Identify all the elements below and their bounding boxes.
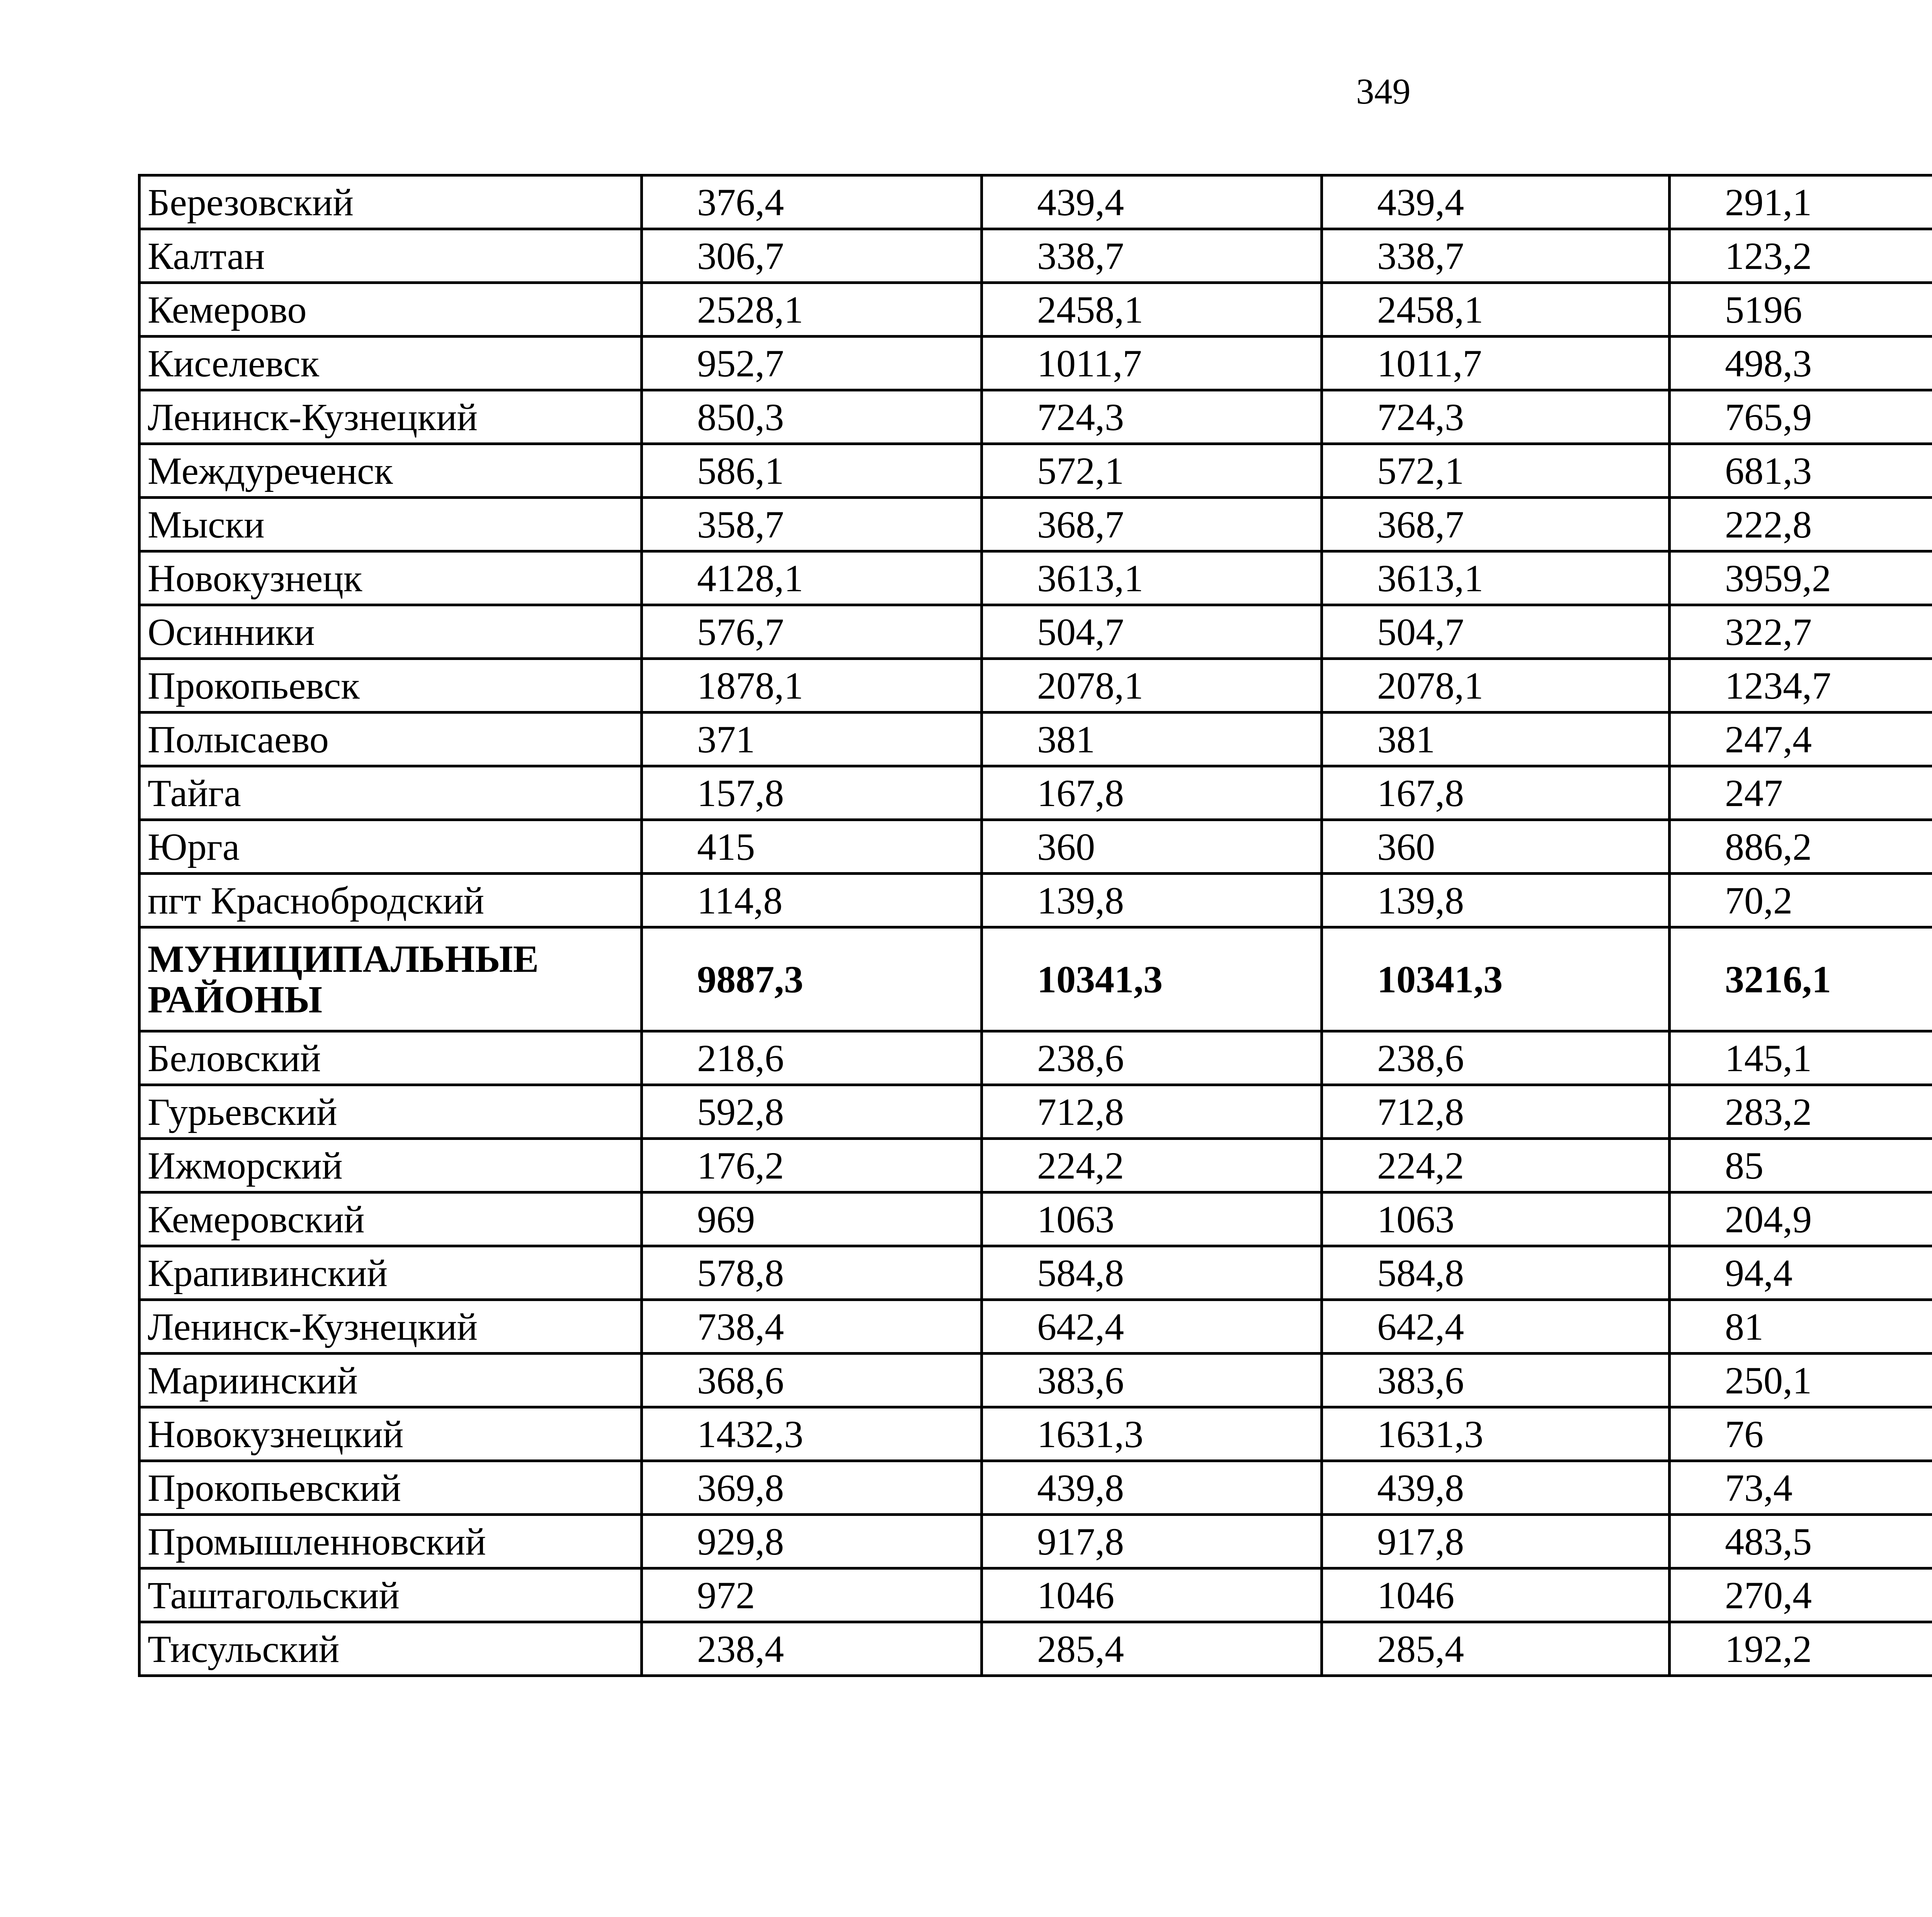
table-row: [139, 605, 1932, 659]
value-cell: 247: [1670, 766, 1932, 820]
value-cell: 167,8: [1322, 766, 1670, 820]
value-cell: 247,4: [1670, 713, 1932, 766]
value-cell: 3613,1: [982, 551, 1322, 605]
table-row: [139, 874, 1932, 927]
value-cell: 415: [642, 820, 982, 874]
value-cell: 285,4: [1322, 1622, 1670, 1676]
value-cell: 3959,2: [1670, 551, 1932, 605]
table-row: [139, 1031, 1932, 1085]
value-cell: 439,4: [982, 175, 1322, 229]
value-cell: 224,2: [1322, 1139, 1670, 1192]
table-row: [139, 1300, 1932, 1354]
value-cell: 917,8: [1322, 1515, 1670, 1568]
value-cell: 94,4: [1670, 1246, 1932, 1300]
value-cell: 306,7: [642, 229, 982, 283]
value-cell: 576,7: [642, 605, 982, 659]
row-name-cell: Гурьевский: [139, 1085, 642, 1139]
table-row: [139, 1139, 1932, 1192]
row-name-cell: Прокопьевский: [139, 1461, 642, 1515]
value-cell: 3216,1: [1670, 927, 1932, 1031]
value-cell: 238,4: [642, 1622, 982, 1676]
value-cell: 592,8: [642, 1085, 982, 1139]
value-cell: 2458,1: [1322, 283, 1670, 337]
table-row: [139, 337, 1932, 390]
value-cell: 10341,3: [1322, 927, 1670, 1031]
table-row: [139, 1354, 1932, 1407]
value-cell: 358,7: [642, 498, 982, 551]
table-row: [139, 1622, 1932, 1676]
value-cell: 381: [982, 713, 1322, 766]
value-cell: 1011,7: [982, 337, 1322, 390]
table-row: [139, 1192, 1932, 1246]
value-cell: 917,8: [982, 1515, 1322, 1568]
row-name-cell: Березовский: [139, 175, 642, 229]
value-cell: 738,4: [642, 1300, 982, 1354]
row-name-cell: Ленинск-Кузнецкий: [139, 1300, 642, 1354]
value-cell: 1011,7: [1322, 337, 1670, 390]
row-name-cell: Ижморский: [139, 1139, 642, 1192]
value-cell: 360: [1322, 820, 1670, 874]
value-cell: 5196: [1670, 283, 1932, 337]
value-cell: 85: [1670, 1139, 1932, 1192]
value-cell: 724,3: [1322, 390, 1670, 444]
value-cell: 192,2: [1670, 1622, 1932, 1676]
value-cell: 157,8: [642, 766, 982, 820]
value-cell: 2078,1: [982, 659, 1322, 713]
value-cell: 222,8: [1670, 498, 1932, 551]
value-cell: 712,8: [1322, 1085, 1670, 1139]
table-row: [139, 1568, 1932, 1622]
value-cell: 9887,3: [642, 927, 982, 1031]
value-cell: 383,6: [1322, 1354, 1670, 1407]
value-cell: 368,7: [1322, 498, 1670, 551]
value-cell: 167,8: [982, 766, 1322, 820]
value-cell: 1046: [982, 1568, 1322, 1622]
row-name-cell: Киселевск: [139, 337, 642, 390]
value-cell: 4128,1: [642, 551, 982, 605]
value-cell: 368,6: [642, 1354, 982, 1407]
table-row: [139, 498, 1932, 551]
row-name-cell: пгт Краснобродский: [139, 874, 642, 927]
table-row: [139, 551, 1932, 605]
value-cell: 322,7: [1670, 605, 1932, 659]
value-cell: 76: [1670, 1407, 1932, 1461]
value-cell: 765,9: [1670, 390, 1932, 444]
row-name-cell: Ленинск-Кузнецкий: [139, 390, 642, 444]
value-cell: 572,1: [982, 444, 1322, 498]
value-cell: 338,7: [982, 229, 1322, 283]
value-cell: 498,3: [1670, 337, 1932, 390]
row-name-cell: Новокузнецкий: [139, 1407, 642, 1461]
value-cell: 1631,3: [982, 1407, 1322, 1461]
row-name-cell: Мыски: [139, 498, 642, 551]
value-cell: 204,9: [1670, 1192, 1932, 1246]
value-cell: 1631,3: [1322, 1407, 1670, 1461]
table-row: [139, 1407, 1932, 1461]
value-cell: 238,6: [1322, 1031, 1670, 1085]
row-name-cell: Прокопьевск: [139, 659, 642, 713]
table-row: [139, 1246, 1932, 1300]
value-cell: 2458,1: [982, 283, 1322, 337]
table-row: [139, 766, 1932, 820]
table-row: [139, 390, 1932, 444]
value-cell: 642,4: [1322, 1300, 1670, 1354]
row-name-cell: Крапивинский: [139, 1246, 642, 1300]
value-cell: 139,8: [982, 874, 1322, 927]
value-cell: 952,7: [642, 337, 982, 390]
row-name-cell: Тисульский: [139, 1622, 642, 1676]
value-cell: 238,6: [982, 1031, 1322, 1085]
page-number: 349: [1356, 71, 1411, 112]
value-cell: 439,4: [1322, 175, 1670, 229]
value-cell: 368,7: [982, 498, 1322, 551]
value-cell: 969: [642, 1192, 982, 1246]
value-cell: 360: [982, 820, 1322, 874]
value-cell: 1046: [1322, 1568, 1670, 1622]
row-name-cell: Полысаево: [139, 713, 642, 766]
value-cell: 70,2: [1670, 874, 1932, 927]
value-cell: 139,8: [1322, 874, 1670, 927]
value-cell: 283,2: [1670, 1085, 1932, 1139]
row-name-cell: Кемерово: [139, 283, 642, 337]
row-name-cell: Тайга: [139, 766, 642, 820]
value-cell: 369,8: [642, 1461, 982, 1515]
table-row: [139, 229, 1932, 283]
value-cell: 642,4: [982, 1300, 1322, 1354]
row-name-cell: Промышленновский: [139, 1515, 642, 1568]
value-cell: 381: [1322, 713, 1670, 766]
value-cell: 681,3: [1670, 444, 1932, 498]
value-cell: 1063: [1322, 1192, 1670, 1246]
row-name-cell: МУНИЦИПАЛЬНЫЕ РАЙОНЫ: [139, 927, 642, 1031]
value-cell: 338,7: [1322, 229, 1670, 283]
value-cell: 371: [642, 713, 982, 766]
value-cell: 81: [1670, 1300, 1932, 1354]
data-table: [138, 174, 1932, 1677]
value-cell: 1063: [982, 1192, 1322, 1246]
value-cell: 929,8: [642, 1515, 982, 1568]
value-cell: 1234,7: [1670, 659, 1932, 713]
value-cell: 3613,1: [1322, 551, 1670, 605]
table-body: [139, 175, 1932, 1676]
row-name-cell: Таштагольский: [139, 1568, 642, 1622]
value-cell: 439,8: [982, 1461, 1322, 1515]
row-name-cell: Осинники: [139, 605, 642, 659]
value-cell: 972: [642, 1568, 982, 1622]
value-cell: 285,4: [982, 1622, 1322, 1676]
value-cell: 270,4: [1670, 1568, 1932, 1622]
table-row: [139, 1085, 1932, 1139]
value-cell: 850,3: [642, 390, 982, 444]
value-cell: 504,7: [982, 605, 1322, 659]
value-cell: 584,8: [982, 1246, 1322, 1300]
table-row: [139, 283, 1932, 337]
value-cell: 724,3: [982, 390, 1322, 444]
row-name-cell: Юрга: [139, 820, 642, 874]
row-name-cell: Новокузнецк: [139, 551, 642, 605]
table-row: [139, 1461, 1932, 1515]
value-cell: 114,8: [642, 874, 982, 927]
value-cell: 2078,1: [1322, 659, 1670, 713]
value-cell: 578,8: [642, 1246, 982, 1300]
row-name-cell: Междуреченск: [139, 444, 642, 498]
value-cell: 224,2: [982, 1139, 1322, 1192]
value-cell: 176,2: [642, 1139, 982, 1192]
value-cell: 218,6: [642, 1031, 982, 1085]
row-name-cell: Мариинский: [139, 1354, 642, 1407]
value-cell: 712,8: [982, 1085, 1322, 1139]
value-cell: 439,8: [1322, 1461, 1670, 1515]
row-name-cell: Беловский: [139, 1031, 642, 1085]
value-cell: 73,4: [1670, 1461, 1932, 1515]
table-row: [139, 713, 1932, 766]
value-cell: 586,1: [642, 444, 982, 498]
value-cell: 291,1: [1670, 175, 1932, 229]
value-cell: 250,1: [1670, 1354, 1932, 1407]
value-cell: 504,7: [1322, 605, 1670, 659]
table-row: [139, 444, 1932, 498]
value-cell: 1878,1: [642, 659, 982, 713]
value-cell: 886,2: [1670, 820, 1932, 874]
value-cell: 483,5: [1670, 1515, 1932, 1568]
table-row: [139, 820, 1932, 874]
value-cell: 584,8: [1322, 1246, 1670, 1300]
table-row: [139, 175, 1932, 229]
value-cell: 376,4: [642, 175, 982, 229]
value-cell: 383,6: [982, 1354, 1322, 1407]
table-row: [139, 1515, 1932, 1568]
section-header-row: [139, 927, 1932, 1031]
value-cell: 123,2: [1670, 229, 1932, 283]
value-cell: 2528,1: [642, 283, 982, 337]
value-cell: 10341,3: [982, 927, 1322, 1031]
value-cell: 145,1: [1670, 1031, 1932, 1085]
value-cell: 1432,3: [642, 1407, 982, 1461]
row-name-cell: Калтан: [139, 229, 642, 283]
table-row: [139, 659, 1932, 713]
value-cell: 572,1: [1322, 444, 1670, 498]
row-name-cell: Кемеровский: [139, 1192, 642, 1246]
